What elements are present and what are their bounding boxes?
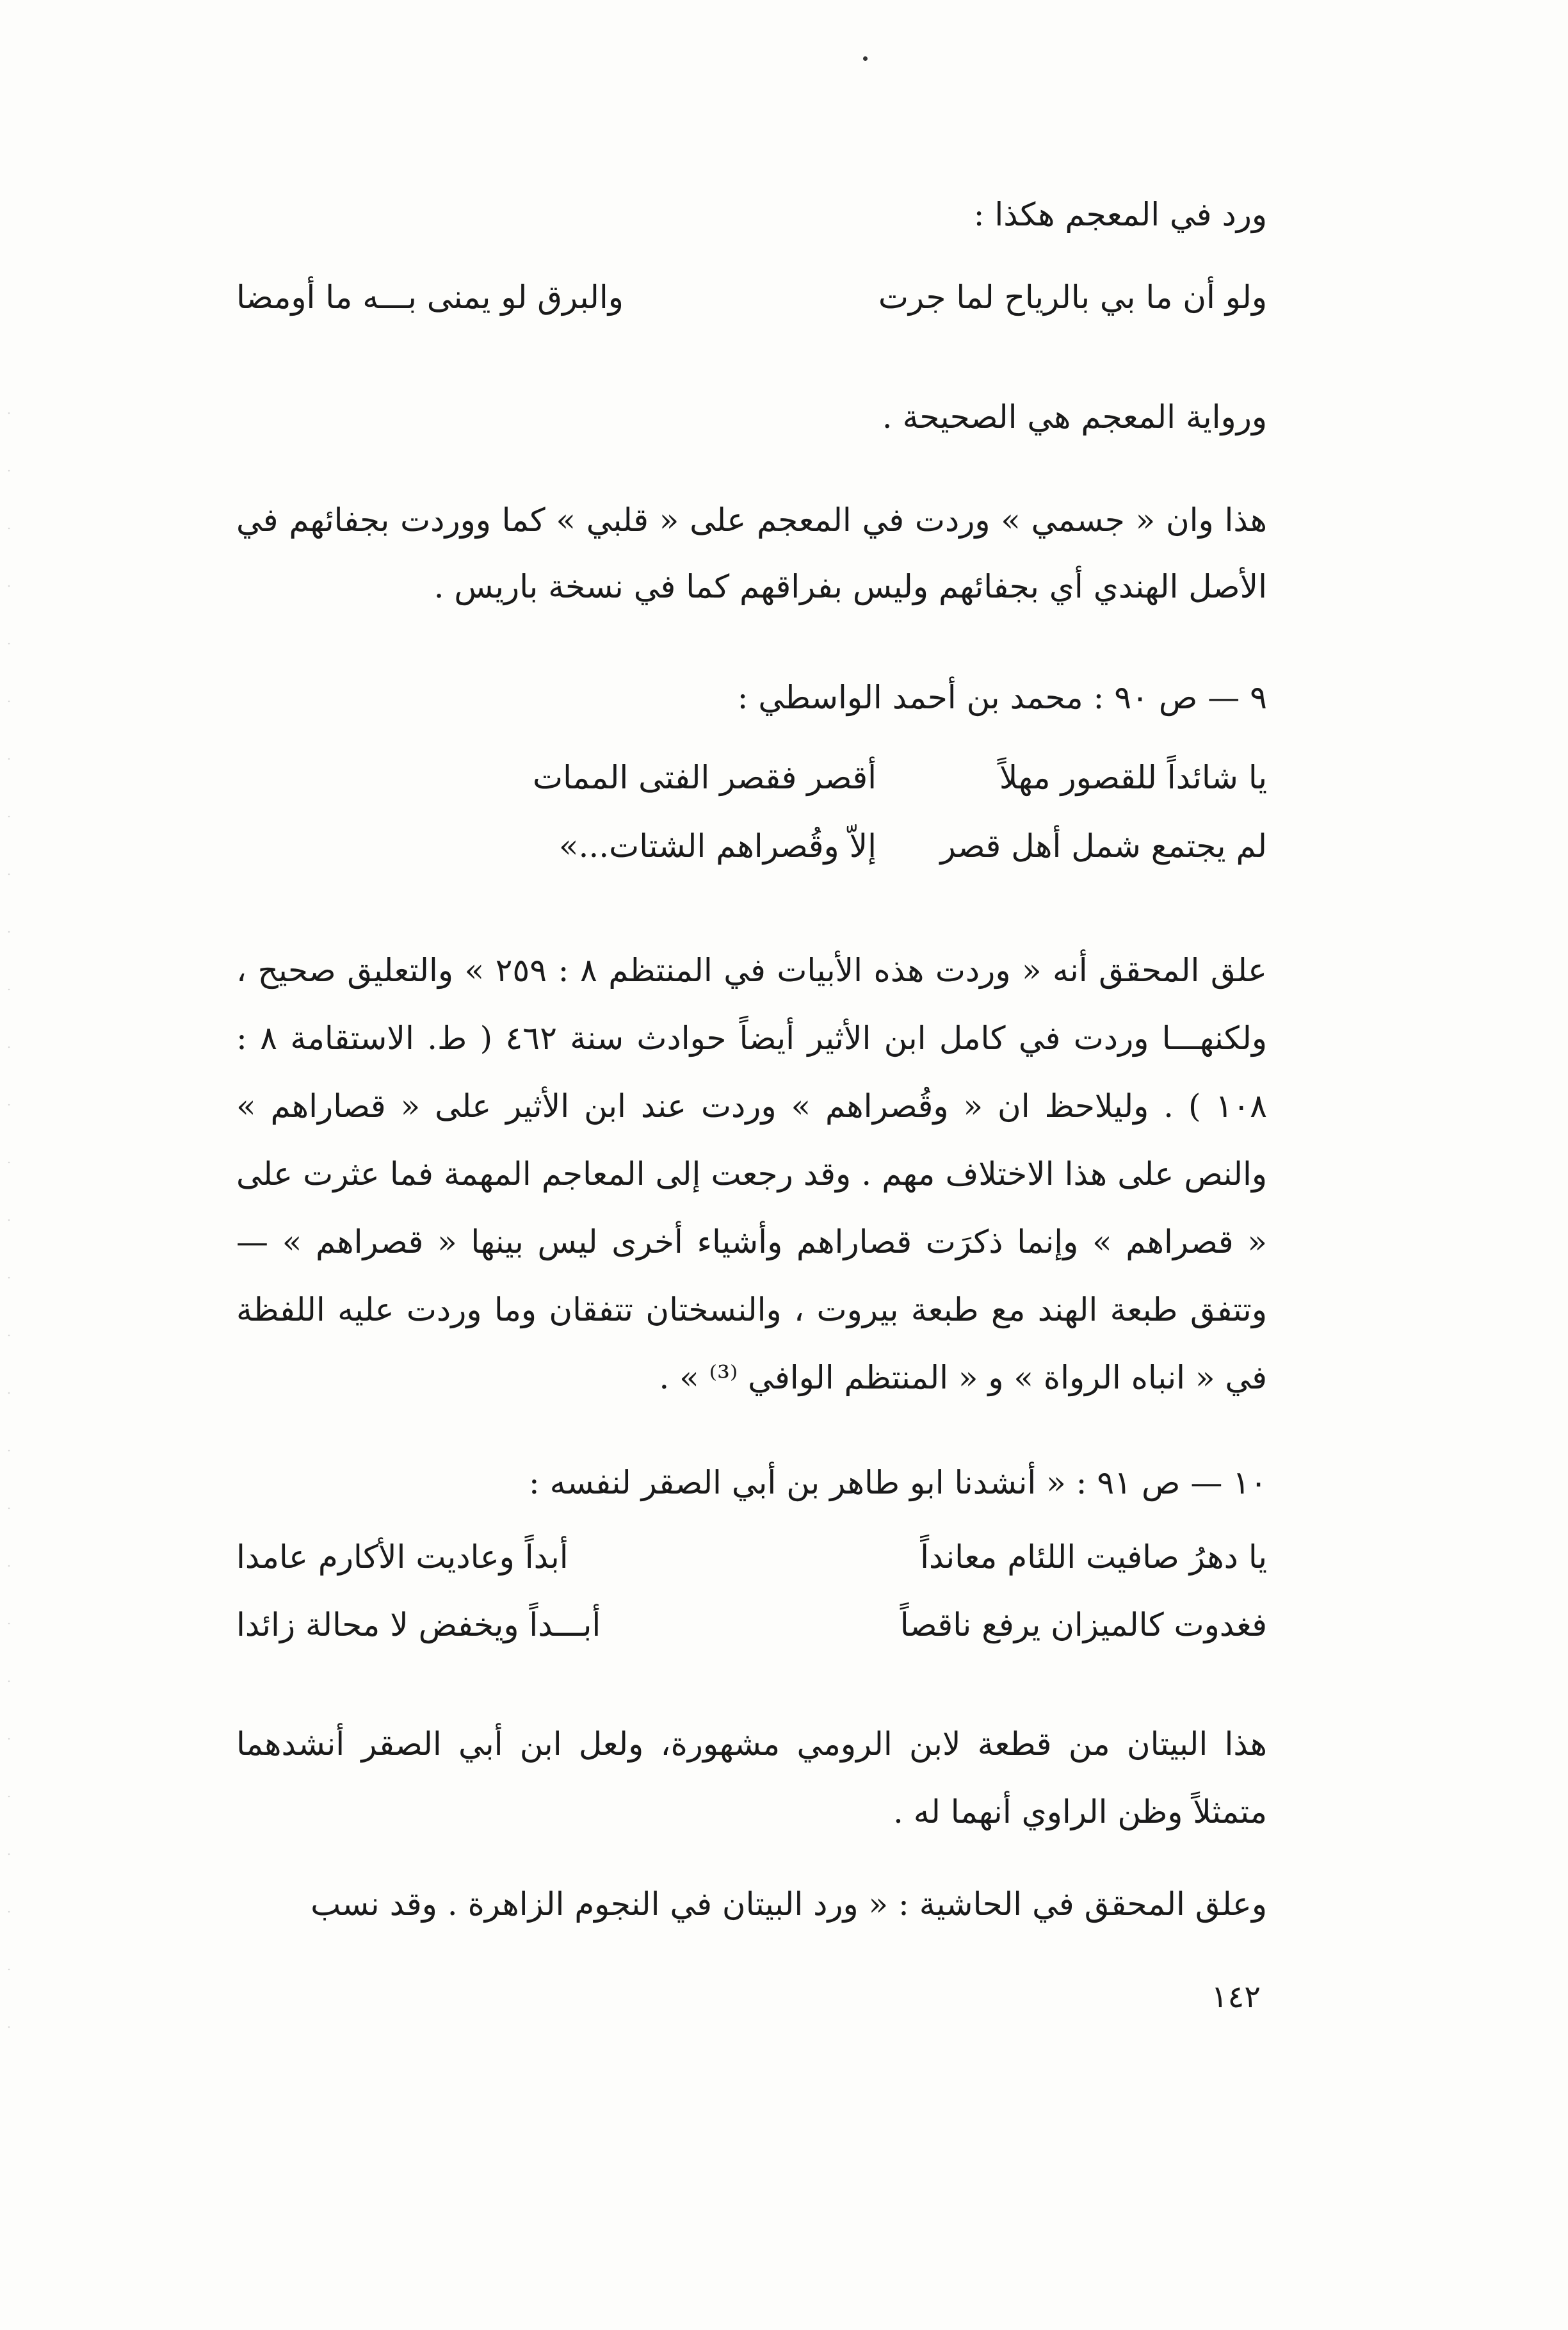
page-number: ١٤٢ [1211, 1979, 1261, 2015]
paragraph-ibn-rumi-note: هذا البيتان من قطعة لابن الرومي مشهورة، ولعل ابن أبي الصقر أنشدهما متمثلاً وظن الراوي أنهما له . [236, 1725, 1267, 1830]
verse-second-hemistich: أقصر فقصر الفتى الممات [533, 759, 877, 796]
verse-second-hemistich: إلاّ وقُصراهم الشتات...» [558, 827, 877, 865]
ink-speck [863, 56, 868, 61]
verse-first-hemistich: يا شائداً للقصور مهلاً [999, 759, 1267, 796]
verse-first-hemistich: ولو أن ما بي بالرياح لما جرت [878, 279, 1267, 316]
verse-first-hemistich: يا دهرُ صافيت اللئام معانداً [920, 1538, 1267, 1576]
paragraph-footnote-comment: وعلق المحقق في الحاشية : « ورد البيتان في النجوم الزاهرة . وقد نسب [311, 1886, 1267, 1923]
verse-line [236, 1538, 1267, 1602]
scan-margin-marks [8, 384, 10, 2049]
verse-second-hemistich: أبـــداً ويخفض لا محالة زائدا [236, 1606, 601, 1643]
paragraph-dictionary-intro: ورد في المعجم هكذا : [973, 196, 1267, 233]
verse-first-hemistich: لم يجتمع شمل أهل قصر [940, 827, 1267, 865]
verse-second-hemistich: والبرق لو يمنى بـــه ما أومضا [236, 279, 624, 316]
heading-item-9: ٩ — ص ٩٠ : محمد بن أحمد الواسطي : [737, 679, 1267, 716]
paragraph-dictionary-correct: ورواية المعجم هي الصحيحة . [882, 398, 1267, 436]
verse-second-hemistich: أبداً وعاديت الأكارم عامدا [236, 1538, 569, 1576]
verse-first-hemistich: فغدوت كالميزان يرفع ناقصاً [900, 1606, 1267, 1643]
paragraph-jismi-note: هذا وان « جسمي » وردت في المعجم على « قلبي » كما ووردت بجفائهم في الأصل الهندي أي بجفائهم وليس بفراقهم كما في نسخة باريس . [236, 501, 1267, 605]
paragraph-editor-commentary: علق المحقق أنه « وردت هذه الأبيات في المنتظم ٨ : ٢٥٩ » والتعليق صحيح ، ولكنهـــا وردت في كامل ابن الأثير أيضاً حوادث سنة ٤٦٢ ( ط. الاستقامة ٨ : ١٠٨ ) . وليلاحظ ان « وقُصراهم » وردت عند ابن الأثير على « قصاراهم » والنص على هذا الاختلاف مهم . وقد رجعت إلى المعاجم المهمة فما عثرت على « قصراهم » وإنما ذكرَت قصاراهم وأشياء أخرى ليس بينها « قصراهم » — وتتفق طبعة الهند مع طبعة بيروت ، والنسختان تتفقان وما وردت عليه اللفظة في « انباه الرواة » و « المنتظم الوافي ⁽³⁾ » . [236, 952, 1267, 1396]
verse-line [236, 759, 1267, 823]
verse-line [236, 1606, 1267, 1670]
verse-line [236, 827, 1267, 892]
verse-line [236, 279, 1267, 349]
heading-item-10: ١٠ — ص ٩١ : « أنشدنا ابو طاهر بن أبي الصقر لنفسه : [528, 1464, 1267, 1501]
